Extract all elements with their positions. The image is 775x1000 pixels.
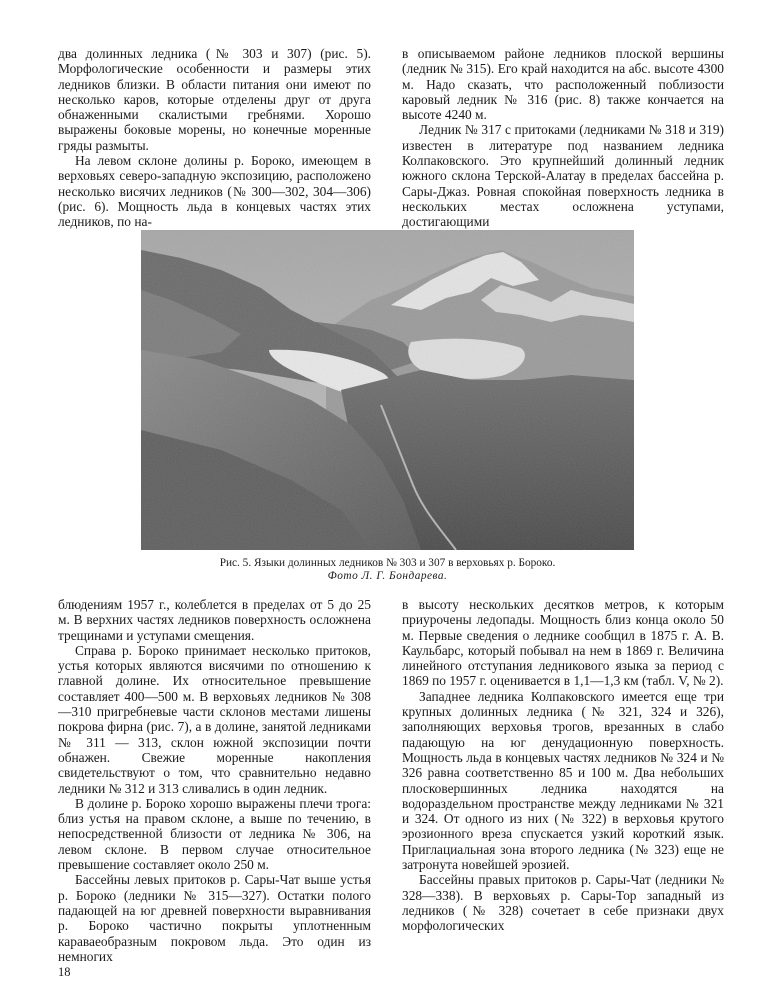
paragraph: В долине р. Бороко хорошо выражены плечи трога: близ устья на правом склоне, а выше по течению, в непосредственной близости от ледника № 306, на левом склоне. В первом случае относительное превышение составляет около 250 м.: [58, 795, 371, 873]
paragraph: На левом склоне долины р. Бороко, имеющем в верховьях северо-западную экспозицию, расположено несколько висячих ледников (№ 300—302, 304—306) (рис. 6). Мощность льда в концевых частях этих ледников, по на-: [58, 153, 371, 230]
glacier-photo: [141, 230, 634, 550]
paragraph: Бассейны левых притоков р. Сары-Чат выше устья р. Бороко (ледники № 315—327). Остатки полого падающей на юг древней поверхности выравнивания р. Бороко частично покрыты уплотненным караваеобразным покровом льда. Это один из немногих: [58, 872, 371, 964]
top-left-column: [58, 46, 371, 230]
paragraph: два долинных ледника (№ 303 и 307) (рис. 5). Морфологические особенности и размеры этих ледников близки. В области питания они имеют по несколько каров, которые отделены друг от друга обнаженными скалистыми гребнями. Хорошо выражены боковые морены, но конечные моренные гряды размыты.: [58, 46, 371, 153]
top-right-column: [402, 46, 724, 230]
paragraph: Справа р. Бороко принимает несколько притоков, устья которых являются висячими по отношению к главной долине. Их относительное превышение составляет 400—500 м. В верховьях ледников № 308—310 пригребневые части склонов местами лишены покрова фирна (рис. 7), а в долине, занятой ледниками № 311 — 313, склон южной экспозиции почти обнажен. Свежие моренные накопления свидетельствуют о том, что сравнительно недавно ледники № 312 и 313 сливались в один ледник.: [58, 642, 371, 796]
figure-caption: Рис. 5. Языки долинных ледников № 303 и 307 в верховьях р. Бороко.: [219, 557, 556, 569]
bottom-right-column: [402, 597, 724, 934]
page-number: 18: [58, 965, 71, 979]
paragraph: Ледник № 317 с притоками (ледниками № 318 и 319) известен в литературе под названием ледника Колпаковского. Это крупнейший долинный ледник южного склона Терской-Алатау в пределах бассейна р. Сары-Джаз. Ровная спокойная поверхность ледника в нескольких местах осложнена уступами, достигающими: [402, 122, 724, 230]
paragraph: Бассейны правых притоков р. Сары-Чат (ледники № 328—338). В верховьях р. Сары-Тор западный из ледников (№ 328) сочетает в себе признаки двух морфологических: [402, 872, 724, 934]
glacier-photo-illustration: [141, 230, 634, 550]
paragraph: Западнее ледника Колпаковского имеется еще три крупных долинных ледника (№ 321, 324 и 326), заполняющих верховья трогов, врезанных в слабо падающую на юг денудационную поверхность. Мощность льда в концевых частях ледников № 324 и № 326 равна соответственно 85 и 100 м. Два небольших плосковершинных ледника находятся на водораздельном пространстве между ледниками № 321 и 324. От одного из них (№ 322) в верховья крутого эрозионного вреза спускается узкий короткий язык. Приглациальная зона второго ледника (№ 323) еще не затронута новейшей эрозией.: [402, 688, 724, 873]
figure-caption-block: [141, 557, 634, 583]
paragraph: в описываемом районе ледников плоской вершины (ледник № 315). Его край находится на абс. высоте 4300 м. Надо сказать, что расположенный поблизости каровый ледник № 316 (рис. 8) также кончается на высоте 4240 м.: [402, 46, 724, 123]
photo-credit: Фото Л. Г. Бондарева.: [327, 570, 448, 582]
paragraph: блюдениям 1957 г., колеблется в пределах от 5 до 25 м. В верхних частях ледников поверхность осложнена трещинами и уступами смещения.: [58, 597, 371, 643]
bottom-left-column: [58, 597, 371, 964]
paragraph: в высоту нескольких десятков метров, к которым приурочены ледопады. Мощность близ конца около 50 м. Первые сведения о леднике сообщил в 1875 г. А. В. Каульбарс, который побывал на нем в 1869 г. Величина линейного отступания ледникового языка за период с 1869 по 1957 г. оценивается в 1,1—1,3 км (табл. V, № 2).: [402, 597, 724, 689]
